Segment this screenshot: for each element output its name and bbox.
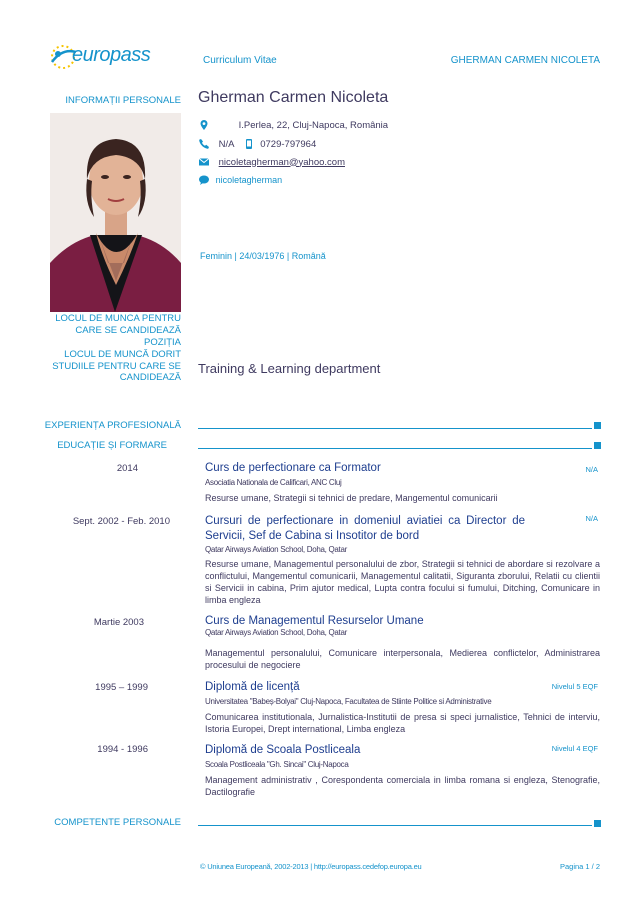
header-cv-label: Curriculum Vitae [203,55,277,66]
entry-level: Nivelul 5 EQF [551,682,598,691]
entry-level: N/A [585,465,598,474]
europass-logo-text: europass [72,44,151,66]
section-divider [198,825,592,826]
section-divider [198,448,592,449]
footer-page-number: Pagina 1 / 2 [559,862,600,871]
job-target-value: Training & Learning department [198,361,381,376]
entry-description: Managementul personalului, Comunicare interpersonala, Medierea conflictelor, Administrarea procesului de negociere [205,648,600,671]
address-row [198,119,388,131]
email-link[interactable]: nicoletagherman@yahoo.com [218,156,345,168]
entry-organization: Asociatia Nationala de Calificari, ANC Cluj [205,478,342,487]
entry-date: Martie 2003 [93,617,144,628]
mobile-icon [243,138,255,150]
section-divider [198,428,592,429]
mobile-text: 0729-797964 [260,138,317,150]
job-target-label-line: CANDIDEAZĂ [119,372,181,384]
entry-level: Nivelul 4 EQF [551,744,598,753]
entry-title: Curs de perfectionare ca Formator [205,462,381,474]
entry-organization: Universitatea "Babeș-Bolyai" Cluj-Napoca, Facultatea de Stiinte Politice si Administrative [205,697,492,706]
competences-label: COMPETENTE PERSONALE [54,817,181,828]
full-name: Gherman Carmen Nicoleta [198,89,389,106]
job-target-label [52,313,181,384]
europass-logo [46,40,156,74]
job-target-label-line: POZIȚIA [144,336,181,348]
portrait-image [50,113,181,312]
entry-organization: Qatar Airways Aviation School, Doha, Qatar [205,545,347,554]
email-icon [198,156,210,168]
entry-level: N/A [585,514,598,523]
job-target-label-line: LOCUL DE MUNCA PENTRU [55,313,181,324]
entry-date: 1994 - 1996 [97,744,148,755]
experience-label: EXPERIENȚA PROFESIONALĂ [44,420,181,431]
phone-text: N/A [218,138,234,150]
entry-title: Cursuri de perfectionare in domeniul aviatiei ca Director de Servicii, Sef de Cabina si Insotitor de bord [205,515,525,542]
address-text: I.Perlea, 22, Cluj-Napoca, România [238,119,389,131]
job-target-label-line: LOCUL DE MUNCĂ DORIT [64,348,181,360]
im-row [198,174,282,186]
section-square-icon [594,820,601,827]
job-target-label-line: CARE SE CANDIDEAZĂ [75,324,181,336]
section-square-icon [594,442,601,449]
chat-bubble-icon [198,174,210,186]
phone-icon [198,138,210,150]
email-row [198,156,345,168]
entry-organization: Scoala Postliceala "Gh. Sincai" Cluj-Napoca [205,760,349,769]
profile-photo [50,113,181,312]
entry-title: Curs de Managementul Resurselor Umane [205,615,424,627]
entry-date: 1995 – 1999 [95,682,148,693]
entry-title: Diplomă de licență [205,681,300,693]
im-text: nicoletagherman [215,174,283,185]
header-person-name: GHERMAN CARMEN NICOLETA [450,55,600,66]
entry-date: 2014 [116,463,138,474]
entry-organization: Qatar Airways Aviation School, Doha, Qatar [205,628,347,637]
entry-description: Resurse umane, Managementul personalului de zbor, Strategii si tehnici de abordare si rezolvare a conflictului, Mangementul comunicarii, Managementul calitatii, Siguranta zborului, Relatii cu clientii si Servicii in cabina, Prim ajutor medical, Lupta contra focului si fumului, Ditching, Comunicare in limba engleza [205,559,600,606]
job-target-label-line: STUDIILE PENTRU CARE SE [52,360,181,372]
entry-title: Diplomă de Scoala Postliceala [205,744,361,756]
phone-row [198,138,316,150]
education-label: EDUCAȚIE ȘI FORMARE [57,440,167,451]
entry-description: Resurse umane, Strategii si tehnici de predare, Mangementul comunicarii [205,493,498,503]
entry-date: Sept. 2002 - Feb. 2010 [72,516,170,527]
personal-info-label: INFORMAȚII PERSONALE [65,95,181,106]
section-square-icon [594,422,601,429]
personal-details: Feminin | 24/03/1976 | Română [200,251,326,261]
location-pin-icon [198,119,210,131]
entry-description: Management administrativ , Corespondenta comerciala in limba romana si engleza, Stenografie, Dactilografie [205,775,600,798]
footer-copyright: © Uniunea Europeană, 2002-2013 | http://europass.cedefop.europa.eu [200,862,422,871]
entry-description: Comunicarea institutionala, Jurnalistica-Institutii de presa si speci jurnalistice, Tehnici de interviu, Istoria Europei, Drept international, Limba engleza [205,712,600,735]
